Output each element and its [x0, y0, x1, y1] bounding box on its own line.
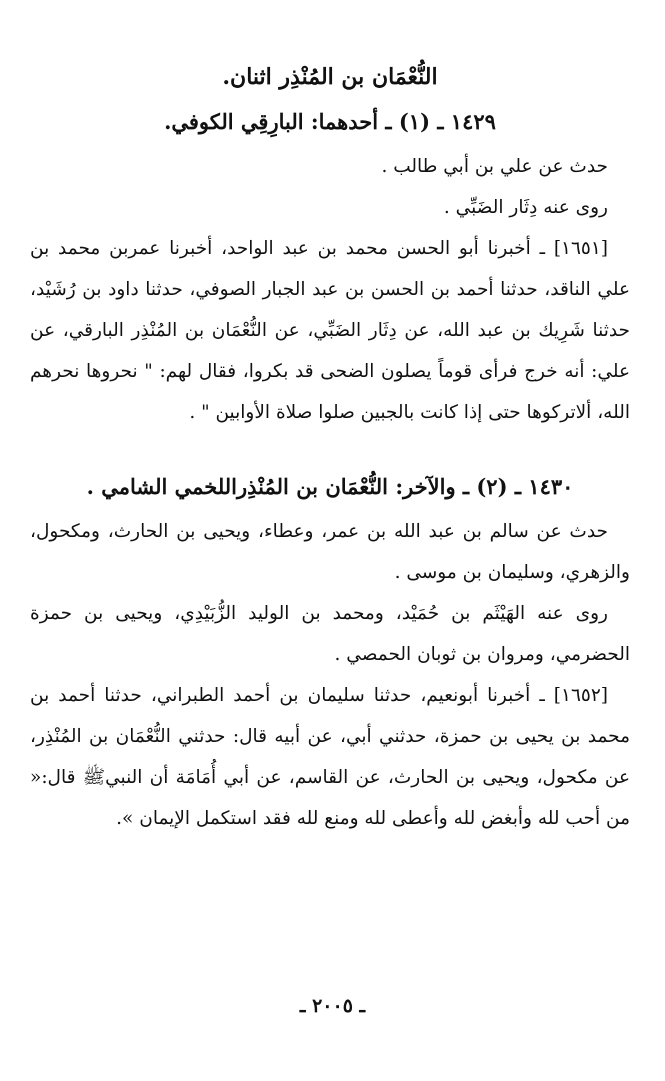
- entry-1430-narrated-from: حدث عن سالم بن عبد الله بن عمر، وعطاء، ويحيى بن الحارث، ومكحول، والزهري، وسليمان بن موسى .: [30, 521, 630, 583]
- entry-title-1429: ١٤٢٩ ـ (١) ـ أحدهما: البارِقِي الكوفي.: [164, 109, 496, 134]
- entry-1430-hadith-1652: [١٦٥٢] ـ أخبرنا أبونعيم، حدثنا سليمان بن أحمد الطبراني، حدثنا أحمد بن محمد بن يحيى بن حمزة، حدثني أبي، عن أبيه قال: حدثني النُّعْمَان بن المُنْذِر، عن مكحول، ويحيى بن الحارث، عن القاسم، عن أبي أُمَامَة أن النبيﷺ قال:« من أحب لله وأبغض لله وأعطى لله ومنع لله فقد استكمل الإيمان ».: [30, 685, 630, 829]
- entry-1429-hadith-1651: [١٦٥١] ـ أخبرنا أبو الحسن محمد بن عبد الواحد، أخبرنا عمربن محمد بن علي الناقد، حدثنا أحمد بن الحسن بن عبد الجبار الصوفي، حدثنا داود بن رُشَيْد، حدثنا شَرِيك بن عبد الله، عن دِثَار الضَبِّي، عن النُّعْمَان بن المُنْذِر البارقي، عن علي: أنه خرج فرأى قوماً يصلون الضحى قد بكروا، فقال لهم: " نحروها نحرهم الله، ألاتركوها حتى إذا كانت بالجبين صلوا صلاة الأوابين " .: [30, 238, 630, 423]
- page-heading: النُّعْمَان بن المُنْذِر اثنان.: [222, 64, 438, 90]
- entry-1429-narrated-from: حدث عن علي بن أبي طالب .: [381, 156, 608, 177]
- section-gap: [30, 433, 630, 461]
- entry-1429-narrated-by: روى عنه دِثَار الضَبِّي .: [443, 197, 608, 218]
- page-body: [30, 58, 630, 839]
- entry-title-1430: ١٤٣٠ ـ (٢) ـ والآخر: النُّعْمَان بن المُنْذِراللخمي الشامي .: [86, 474, 574, 499]
- entry-1430-narrated-by: روى عنه الهَيْثَم بن حُمَيْد، ومحمد بن الوليد الزُّبَيْدِي، ويحيى بن حمزة الحضرمي، ومروان بن ثوبان الحمصي .: [30, 603, 630, 665]
- page-number: ـ ٢٠٠٥ ـ: [299, 995, 366, 1017]
